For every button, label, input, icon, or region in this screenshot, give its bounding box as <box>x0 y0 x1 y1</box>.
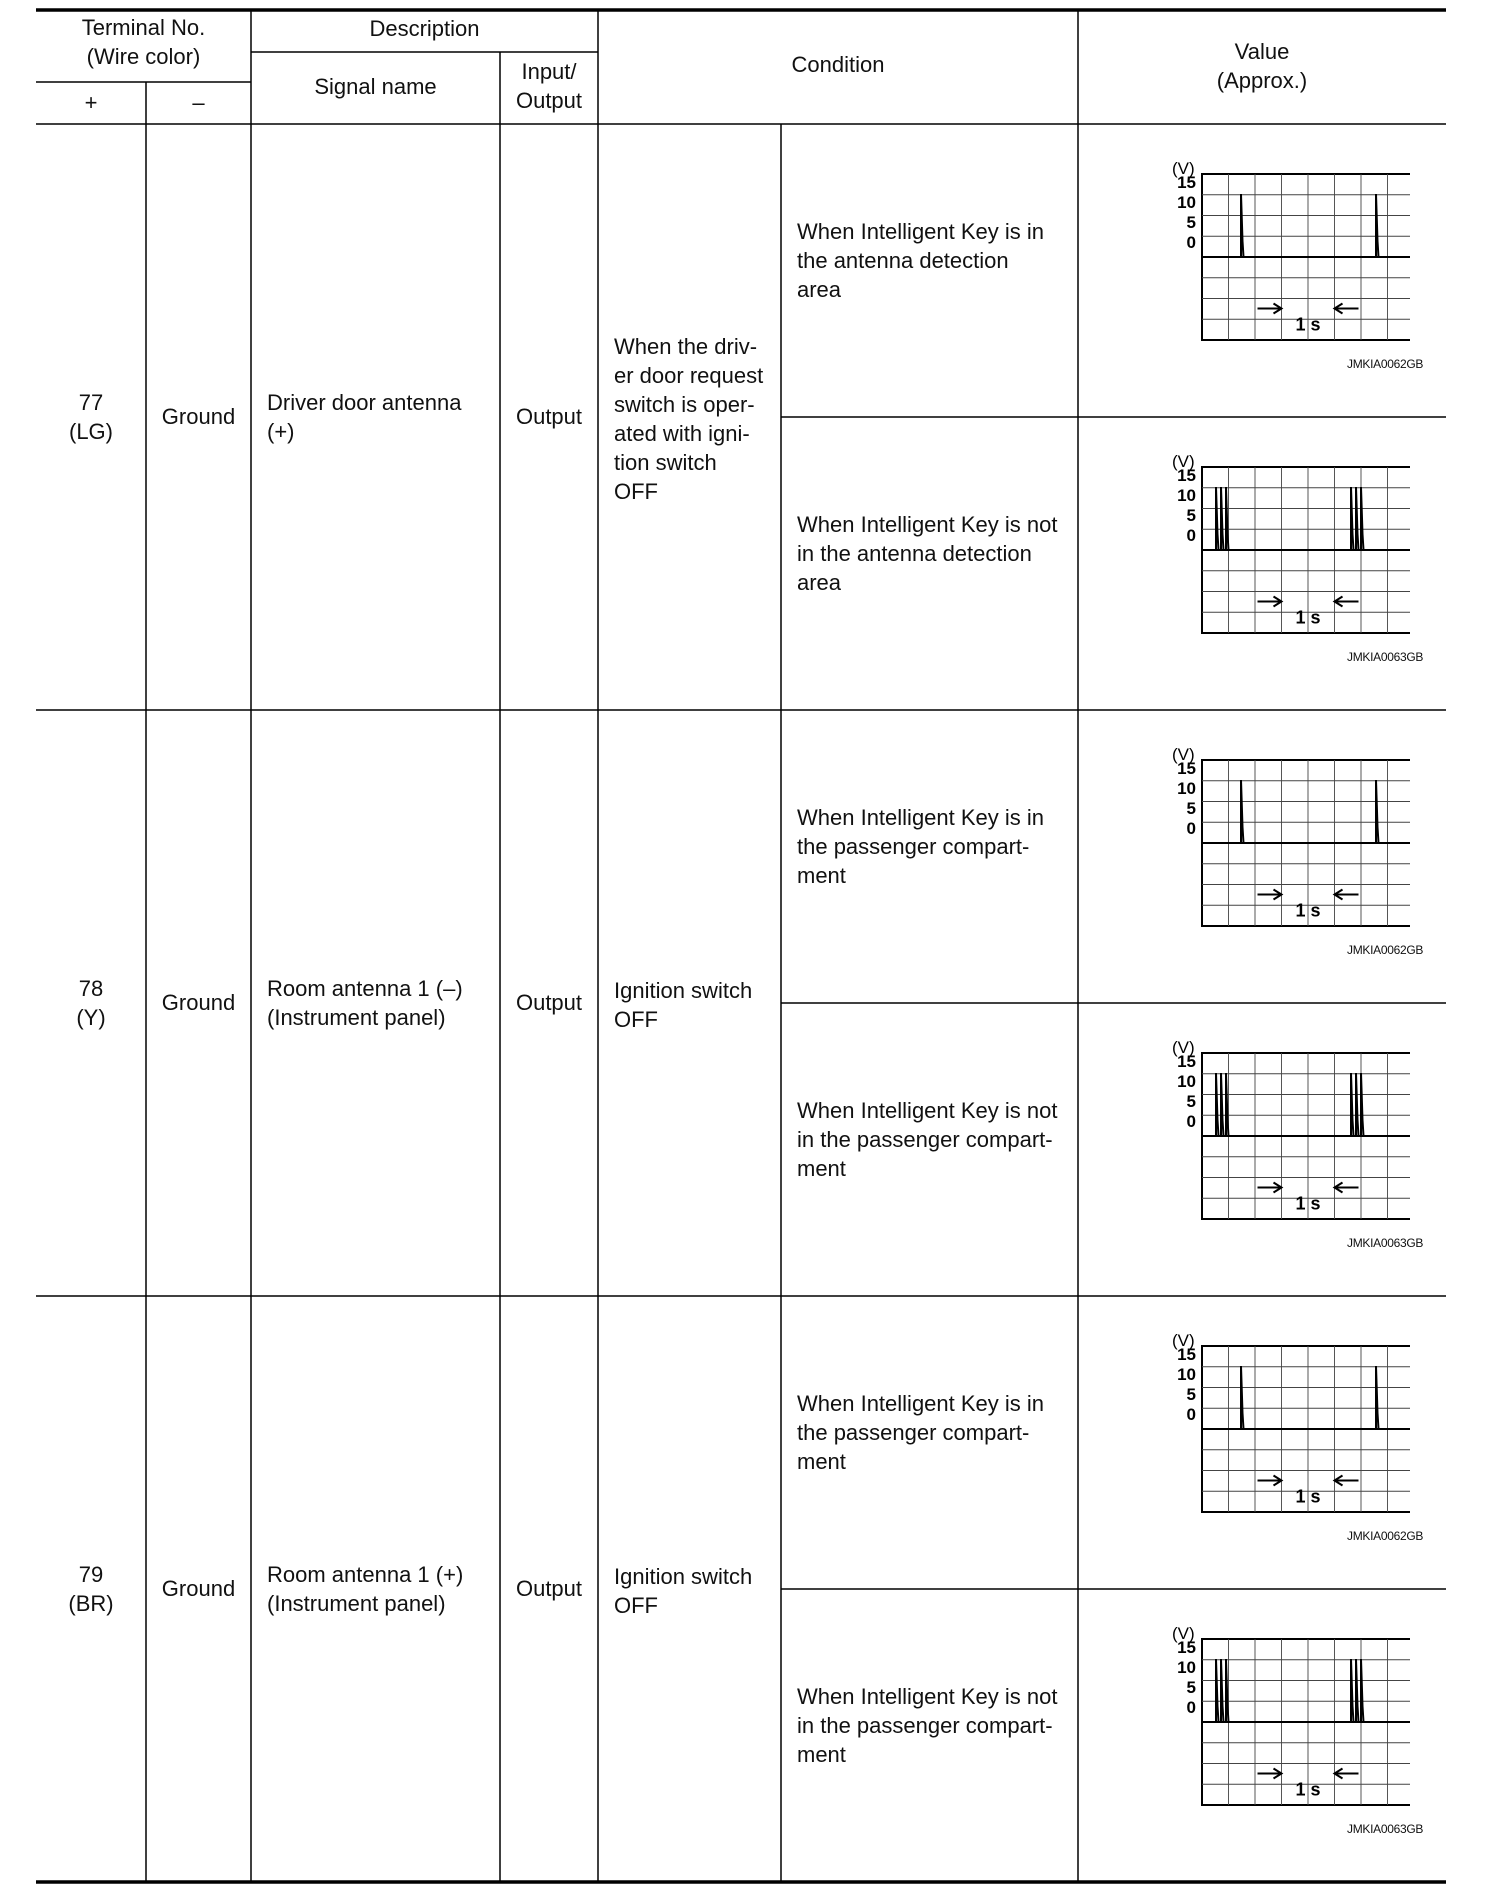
voltage-tick-label: 15 <box>1177 759 1196 778</box>
waveform-graph <box>1150 455 1410 660</box>
voltage-tick-label: 0 <box>1186 1698 1196 1717</box>
header-signal-name: Signal name <box>314 74 437 99</box>
header-value: Value (Approx.) <box>1216 39 1308 93</box>
figure-code: JMKIA0063GB <box>1347 650 1424 664</box>
time-scale-label: 1 s <box>1295 1193 1321 1214</box>
condition-detail: When Intelligent Key is in the antenna detection area <box>797 218 1045 302</box>
header-input-output: Input/ Output <box>515 59 583 113</box>
voltage-tick-label: 0 <box>1186 233 1196 252</box>
condition-detail: When Intelligent Key is in the passenger compart- ment <box>797 804 1045 888</box>
voltage-tick-label: 10 <box>1177 1658 1196 1677</box>
condition-detail: When Intelligent Key is in the passenger compart- ment <box>797 1390 1045 1474</box>
voltage-tick-label: 5 <box>1186 799 1196 818</box>
condition-detail: When Intelligent Key is not in the antenna detection area <box>797 511 1058 595</box>
voltage-tick-label: 15 <box>1177 1638 1196 1657</box>
voltage-tick-label: 10 <box>1177 486 1196 505</box>
ground-terminal: Ground <box>161 1576 236 1601</box>
terminal-number: 77 (LG) <box>69 390 113 444</box>
signal-pulses <box>1241 1366 1379 1429</box>
input-output: Output <box>515 404 583 429</box>
voltage-unit-label: (V) <box>1172 455 1195 471</box>
voltage-tick-label: 5 <box>1186 1385 1196 1404</box>
terminal-number: 79 (BR) <box>68 1562 114 1616</box>
header-description: Description <box>369 16 480 41</box>
voltage-tick-label: 5 <box>1186 506 1196 525</box>
voltage-tick-label: 10 <box>1177 1072 1196 1091</box>
condition-detail: When Intelligent Key is not in the passenger compart- ment <box>797 1683 1058 1767</box>
time-scale-label: 1 s <box>1295 607 1321 628</box>
terminal-number: 78 (Y) <box>76 976 106 1030</box>
figure-code: JMKIA0063GB <box>1347 1236 1424 1250</box>
waveform-graph <box>1150 748 1410 953</box>
condition-main: Ignition switch OFF <box>614 1564 753 1618</box>
voltage-tick-label: 0 <box>1186 1112 1196 1131</box>
condition-main: When the driv- er door request switch is oper- ated with igni- tion switch OFF <box>614 334 764 504</box>
waveform-graph <box>1150 162 1410 367</box>
header-condition: Condition <box>791 52 885 77</box>
figure-code: JMKIA0063GB <box>1347 1822 1424 1836</box>
waveform-graph <box>1150 1041 1410 1246</box>
time-scale-label: 1 s <box>1295 1779 1321 1800</box>
voltage-tick-label: 0 <box>1186 526 1196 545</box>
waveform-graph <box>1150 1334 1410 1539</box>
voltage-tick-label: 5 <box>1186 1092 1196 1111</box>
voltage-unit-label: (V) <box>1172 1334 1195 1350</box>
signal-name: Driver door antenna (+) <box>267 390 462 444</box>
signal-pulses <box>1216 487 1364 550</box>
voltage-tick-label: 5 <box>1186 213 1196 232</box>
condition-detail: When Intelligent Key is not in the passenger compart- ment <box>797 1097 1058 1181</box>
time-scale-label: 1 s <box>1295 1486 1321 1507</box>
voltage-tick-label: 5 <box>1186 1678 1196 1697</box>
signal-name: Room antenna 1 (–) (Instrument panel) <box>267 976 463 1030</box>
signal-pulses <box>1216 1659 1364 1722</box>
input-output: Output <box>515 1576 583 1601</box>
voltage-unit-label: (V) <box>1172 1627 1195 1643</box>
ground-terminal: Ground <box>161 404 236 429</box>
ground-terminal: Ground <box>161 990 236 1015</box>
voltage-unit-label: (V) <box>1172 1041 1195 1057</box>
voltage-unit-label: (V) <box>1172 748 1195 764</box>
signal-name: Room antenna 1 (+) (Instrument panel) <box>267 1562 464 1616</box>
input-output: Output <box>515 990 583 1015</box>
time-scale-label: 1 s <box>1295 900 1321 921</box>
header-plus: + <box>84 90 98 115</box>
time-scale-label: 1 s <box>1295 314 1321 335</box>
voltage-tick-label: 0 <box>1186 1405 1196 1424</box>
voltage-tick-label: 15 <box>1177 173 1196 192</box>
signal-pulses <box>1241 194 1379 257</box>
voltage-tick-label: 0 <box>1186 819 1196 838</box>
voltage-tick-label: 15 <box>1177 466 1196 485</box>
signal-pulses <box>1241 780 1379 843</box>
header-terminal: Terminal No. (Wire color) <box>81 15 206 69</box>
signal-pulses <box>1216 1073 1364 1136</box>
waveform-graph <box>1150 1627 1410 1832</box>
condition-main: Ignition switch OFF <box>614 978 753 1032</box>
voltage-tick-label: 10 <box>1177 1365 1196 1384</box>
voltage-tick-label: 15 <box>1177 1345 1196 1364</box>
voltage-tick-label: 10 <box>1177 779 1196 798</box>
figure-code: JMKIA0062GB <box>1347 1529 1424 1543</box>
voltage-tick-label: 15 <box>1177 1052 1196 1071</box>
header-minus: – <box>192 90 205 115</box>
voltage-tick-label: 10 <box>1177 193 1196 212</box>
figure-code: JMKIA0062GB <box>1347 357 1424 371</box>
figure-code: JMKIA0062GB <box>1347 943 1424 957</box>
voltage-unit-label: (V) <box>1172 162 1195 178</box>
